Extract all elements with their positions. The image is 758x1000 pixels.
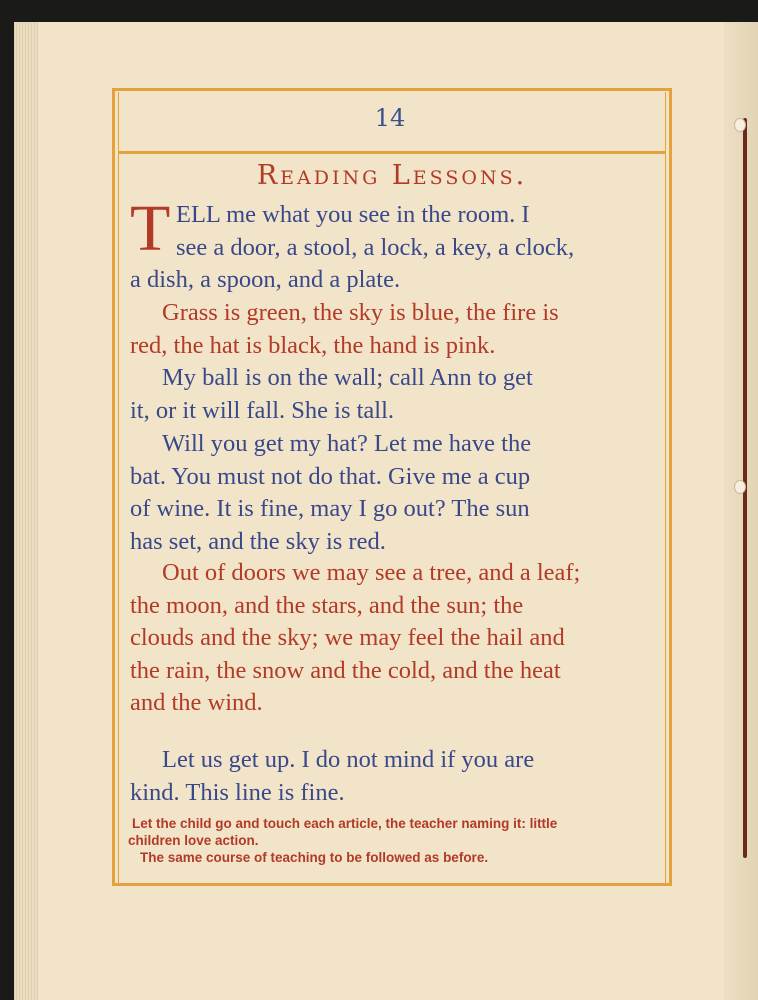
p4-line-2 bbox=[130, 461, 658, 494]
p4-line-4 bbox=[130, 526, 658, 559]
p4-line-3-text: of wine. It is fine, may I go out? The sun bbox=[130, 495, 530, 523]
note-line-1: Let the child go and touch each article, the teacher naming it: little bbox=[132, 816, 558, 831]
p5-line-4 bbox=[130, 655, 658, 688]
drop-cap: T bbox=[130, 192, 171, 265]
stitch-hole-middle bbox=[734, 480, 746, 494]
binding-fold bbox=[724, 22, 758, 1000]
paragraph-5 bbox=[130, 557, 658, 720]
p6-line-1 bbox=[130, 744, 658, 777]
header-rule bbox=[118, 151, 666, 154]
p6-line-2-text: kind. This line is fine. bbox=[130, 778, 345, 806]
p5-line-2-text: the moon, and the stars, and the sun; the bbox=[130, 591, 524, 619]
paragraph-4 bbox=[130, 428, 658, 558]
p3-line-2 bbox=[130, 395, 658, 428]
p1-line-3-text: a dish, a spoon, and a plate. bbox=[130, 266, 401, 294]
paragraph-2 bbox=[130, 297, 658, 362]
p4-line-1 bbox=[130, 428, 658, 461]
p5-line-4-text: the rain, the snow and the cold, and the heat bbox=[130, 656, 561, 684]
p2-line-1 bbox=[130, 297, 658, 330]
p4-line-4-text: has set, and the sky is red. bbox=[130, 527, 386, 555]
p4-line-2-text: bat. You must not do that. Give me a cup bbox=[130, 462, 531, 490]
page-edges bbox=[14, 22, 38, 1000]
p5-line-3 bbox=[130, 622, 658, 655]
p2-line-2-text: red, the hat is black, the hand is pink. bbox=[130, 331, 496, 359]
p6-line-2 bbox=[130, 777, 658, 810]
note-line-3: The same course of teaching to be followed as before. bbox=[140, 850, 489, 865]
p6-line-1-text: Let us get up. I do not mind if you are bbox=[162, 746, 535, 773]
note-line-2: children love action. bbox=[128, 833, 259, 848]
paragraph-3 bbox=[130, 362, 658, 427]
p3-line-2-text: it, or it will fall. She is tall. bbox=[130, 396, 395, 424]
p1-line-2 bbox=[130, 232, 658, 265]
p4-line-3 bbox=[130, 493, 658, 526]
p3-line-1-text: My ball is on the wall; call Ann to get bbox=[162, 364, 533, 391]
page-number: 14 bbox=[374, 104, 406, 132]
p1-line-1 bbox=[130, 199, 658, 232]
p1-line-1-text: ELL me what you see in the room. I bbox=[176, 201, 530, 228]
page-title bbox=[118, 160, 666, 191]
p1-line-2-text: see a door, a stool, a lock, a key, a clock, bbox=[176, 233, 575, 261]
title-text: Reading Lessons. bbox=[256, 160, 528, 191]
p5-line-5 bbox=[130, 687, 658, 720]
teacher-notes bbox=[128, 815, 664, 866]
p2-line-2 bbox=[130, 330, 658, 363]
p2-line-1-text: Grass is green, the sky is blue, the fire is bbox=[162, 299, 559, 326]
stitch-hole-top bbox=[734, 118, 746, 132]
p5-line-1 bbox=[130, 557, 658, 590]
p5-line-3-text: clouds and the sky; we may feel the hail and bbox=[130, 624, 565, 652]
p5-line-1-text: Out of doors we may see a tree, and a leaf; bbox=[162, 559, 581, 586]
paragraph-1 bbox=[130, 199, 658, 297]
p4-line-1-text: Will you get my hat? Let me have the bbox=[162, 430, 532, 457]
p3-line-1 bbox=[130, 362, 658, 395]
paragraph-6 bbox=[130, 744, 658, 809]
p1-line-3 bbox=[130, 264, 658, 297]
p5-line-2 bbox=[130, 590, 658, 623]
p5-line-5-text: and the wind. bbox=[130, 689, 263, 717]
